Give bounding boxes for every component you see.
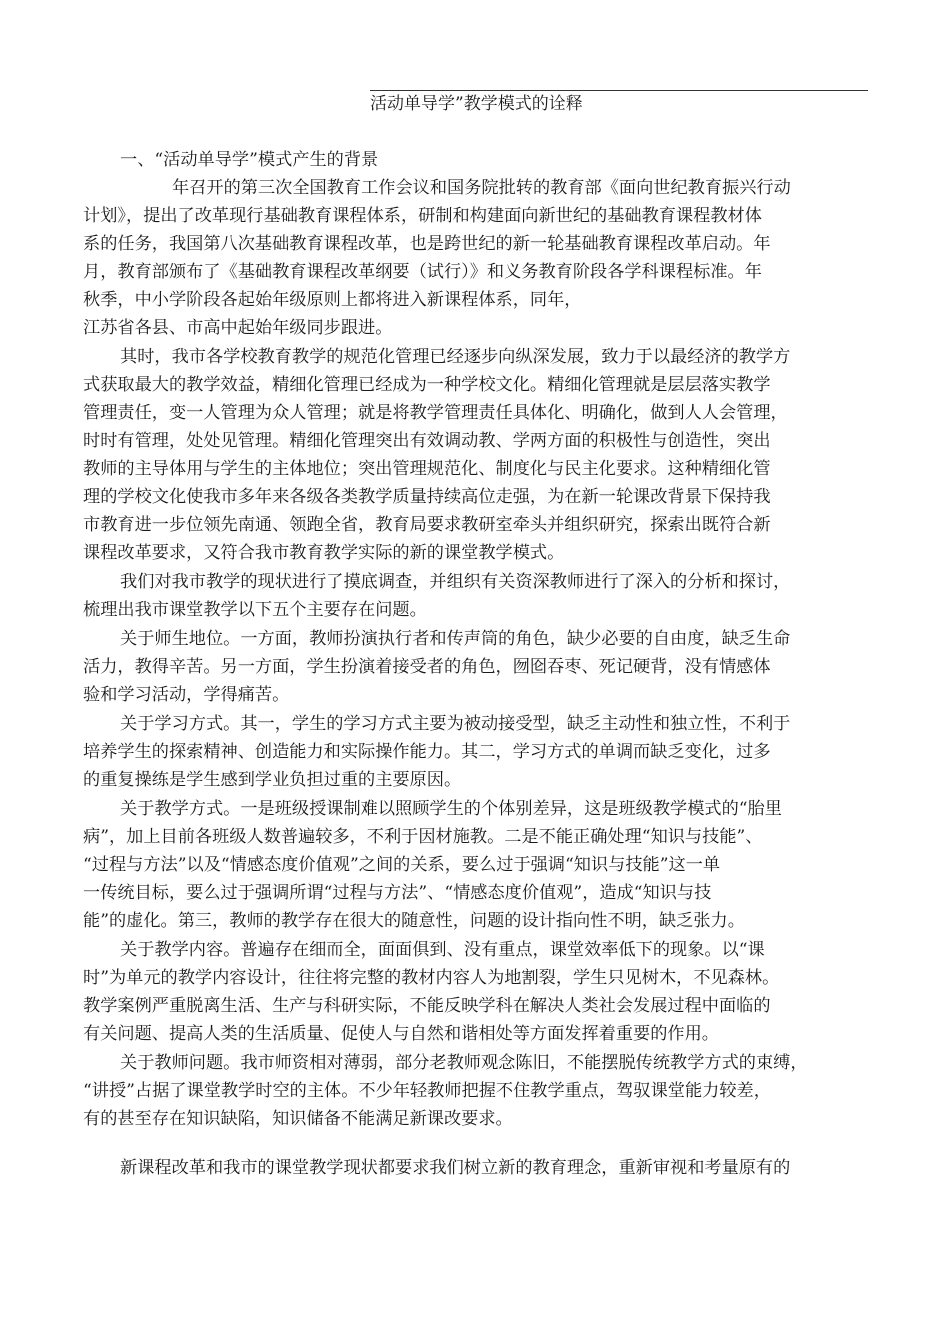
- text-line: 教师的主导体用与学生的主体地位；突出管理规范化、制度化与民主化要求。这种精细化管: [83, 459, 771, 479]
- text-line: 系的任务，我国第八次基础教育课程改革，也是跨世纪的新一轮基础教育课程改革启动。年: [83, 234, 771, 254]
- text-line: 的重复操练是学生感到学业负担过重的主要原因。: [83, 770, 462, 790]
- text-line: 年召开的第三次全国教育工作会议和国务院批转的教育部《面向世纪教育振兴行动: [172, 178, 791, 198]
- text-line: 其时，我市各学校教育教学的规范化管理已经逐步向纵深发展，致力于以最经济的教学方: [120, 347, 791, 367]
- document-title: 活动单导学”教学模式的诠释: [370, 94, 583, 114]
- text-line: 有关问题、提高人类的生活质量、促使人与自然和谐相处等方面发挥着重要的作用。: [83, 1024, 719, 1044]
- text-line: 理的学校文化使我市多年来各级各类教学质量持续高位走强，为在新一轮课改背景下保持我: [83, 487, 771, 507]
- text-line: “讲授”占据了课堂教学时空的主体。不少年轻教师把握不住教学重点，驾驭课堂能力较差，: [83, 1081, 771, 1101]
- text-line: 关于学习方式。其一，学生的学习方式主要为被动接受型，缺乏主动性和独立性，不利于: [120, 714, 791, 734]
- text-line: 病”，加上目前各班级人数普遍较多，不利于因材施教。二是不能正确处理“知识与技能”、: [83, 827, 763, 847]
- text-line: 月，教育部颁布了《基础教育课程改革纲要（试行）》和义务教育阶段各学科课程标准。年: [83, 262, 762, 282]
- text-line: 关于教师问题。我市师资相对薄弱，部分老教师观念陈旧，不能摆脱传统教学方式的束缚，: [120, 1053, 808, 1073]
- text-line: 关于师生地位。一方面，教师扮演执行者和传声筒的角色，缺少必要的自由度，缺乏生命: [120, 629, 791, 649]
- text-line: 活力，教得辛苦。另一方面，学生扮演着接受者的角色，囫囵吞枣、死记硬背，没有情感体: [83, 657, 771, 677]
- text-line: 市教育进一步位领先南通、领跑全省，教育局要求教研室牵头并组织研究，探索出既符合新: [83, 515, 771, 535]
- header-rule: [370, 90, 868, 91]
- text-line: 江苏省各县、市高中起始年级同步跟进。: [83, 318, 393, 338]
- text-line: 式获取最大的教学效益，精细化管理已经成为一种学校文化。精细化管理就是层层落实教学: [83, 375, 771, 395]
- text-line: 能”的虚化。第三，教师的教学存在很大的随意性，问题的设计指向性不明，缺乏张力。: [83, 911, 745, 931]
- text-line: 秋季，中小学阶段各起始年级原则上都将进入新课程体系，同年，: [83, 290, 582, 310]
- text-line: 计划》，提出了改革现行基础教育课程体系，研制和构建面向新世纪的基础教育课程教材体: [83, 206, 762, 226]
- text-line: 新课程改革和我市的课堂教学现状都要求我们树立新的教育理念，重新审视和考量原有的: [120, 1158, 791, 1178]
- text-line: 培养学生的探索精神、创造能力和实际操作能力。其二，学习方式的单调而缺乏变化，过多: [83, 742, 771, 762]
- text-line: 关于教学方式。一是班级授课制难以照顾学生的个体别差异，这是班级教学模式的“胎里: [120, 799, 782, 819]
- text-line: 梳理出我市课堂教学以下五个主要存在问题。: [83, 600, 427, 620]
- text-line: 时时有管理，处处见管理。精细化管理突出有效调动教、学两方面的积极性与创造性，突出: [83, 431, 771, 451]
- text-line: 管理责任，变一人管理为众人管理；就是将教学管理责任具体化、明确化，做到人人会管理，: [83, 403, 788, 423]
- text-line: 课程改革要求，又符合我市教育教学实际的新的课堂教学模式。: [83, 543, 565, 563]
- text-line: 教学案例严重脱离生活、生产与科研实际，不能反映学科在解决人类社会发展过程中面临的: [83, 996, 771, 1016]
- text-line: 时”为单元的教学内容设计，往往将完整的教材内容人为地割裂，学生只见树木，不见森林。: [83, 968, 780, 988]
- text-line: 有的甚至存在知识缺陷，知识储备不能满足新课改要求。: [83, 1109, 513, 1129]
- text-line: 我们对我市教学的现状进行了摸底调查，并组织有关资深教师进行了深入的分析和探讨，: [120, 572, 791, 592]
- section-heading: 一、“活动单导学”模式产生的背景: [120, 150, 379, 170]
- text-line: 一传统目标，要么过于强调所谓“过程与方法”、“情感态度价值观”，造成“知识与技: [83, 883, 712, 903]
- text-line: 关于教学内容。普遍存在细而全，面面俱到、没有重点，课堂效率低下的现象。以“课: [120, 940, 765, 960]
- text-line: “过程与方法”以及“情感态度价值观”之间的关系，要么过于强调“知识与技能”这一单: [83, 855, 721, 875]
- text-line: 验和学习活动，学得痛苦。: [83, 685, 290, 705]
